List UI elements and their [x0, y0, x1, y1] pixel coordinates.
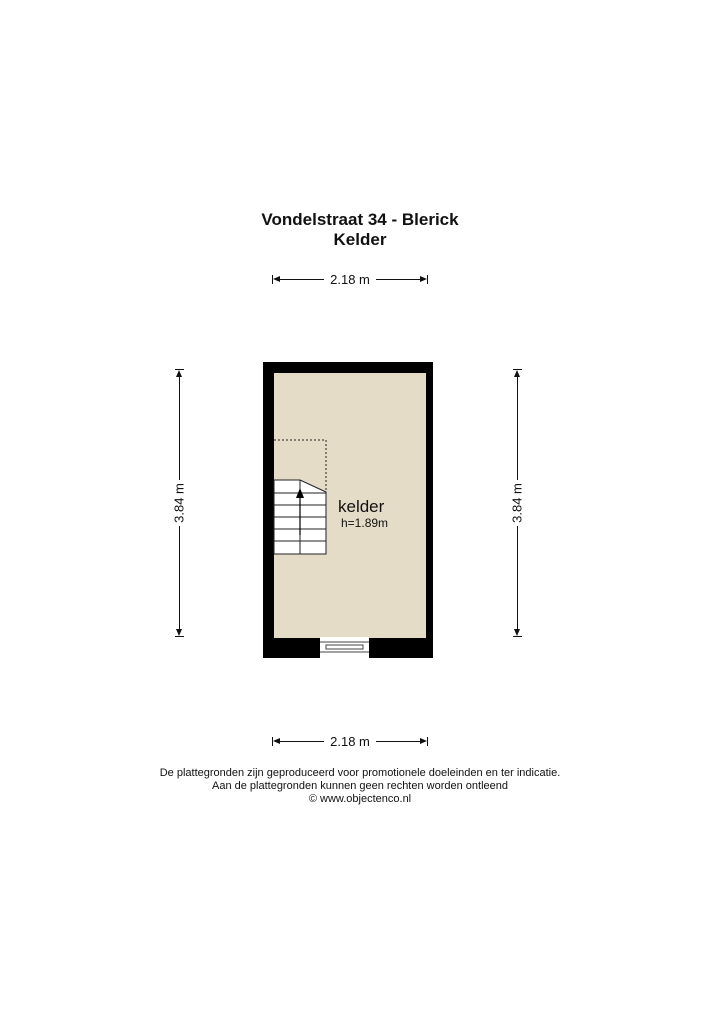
dimension-left-label: 3.84 m	[171, 483, 187, 523]
room-height: h=1.89m	[341, 516, 389, 530]
window-opening	[320, 637, 369, 658]
disclaimer-line-2: Aan de plattegronden kunnen geen rechten worden ontleend	[211, 780, 508, 792]
dimension-right-label: 3.84 m	[509, 483, 525, 523]
dimension-bottom-label: 2.18 m	[330, 733, 370, 749]
floor-title: Kelder	[333, 230, 387, 249]
disclaimer-line-1: De plattegronden zijn geproduceerd voor promotionele doeleinden en ter indicatie.	[159, 767, 561, 779]
plan-title: Vondelstraat 34 - Blerick	[261, 210, 459, 229]
room-name: kelder	[338, 497, 385, 516]
dimension-top-label: 2.18 m	[330, 271, 370, 287]
copyright-line: © www.objectenco.nl	[308, 793, 412, 805]
